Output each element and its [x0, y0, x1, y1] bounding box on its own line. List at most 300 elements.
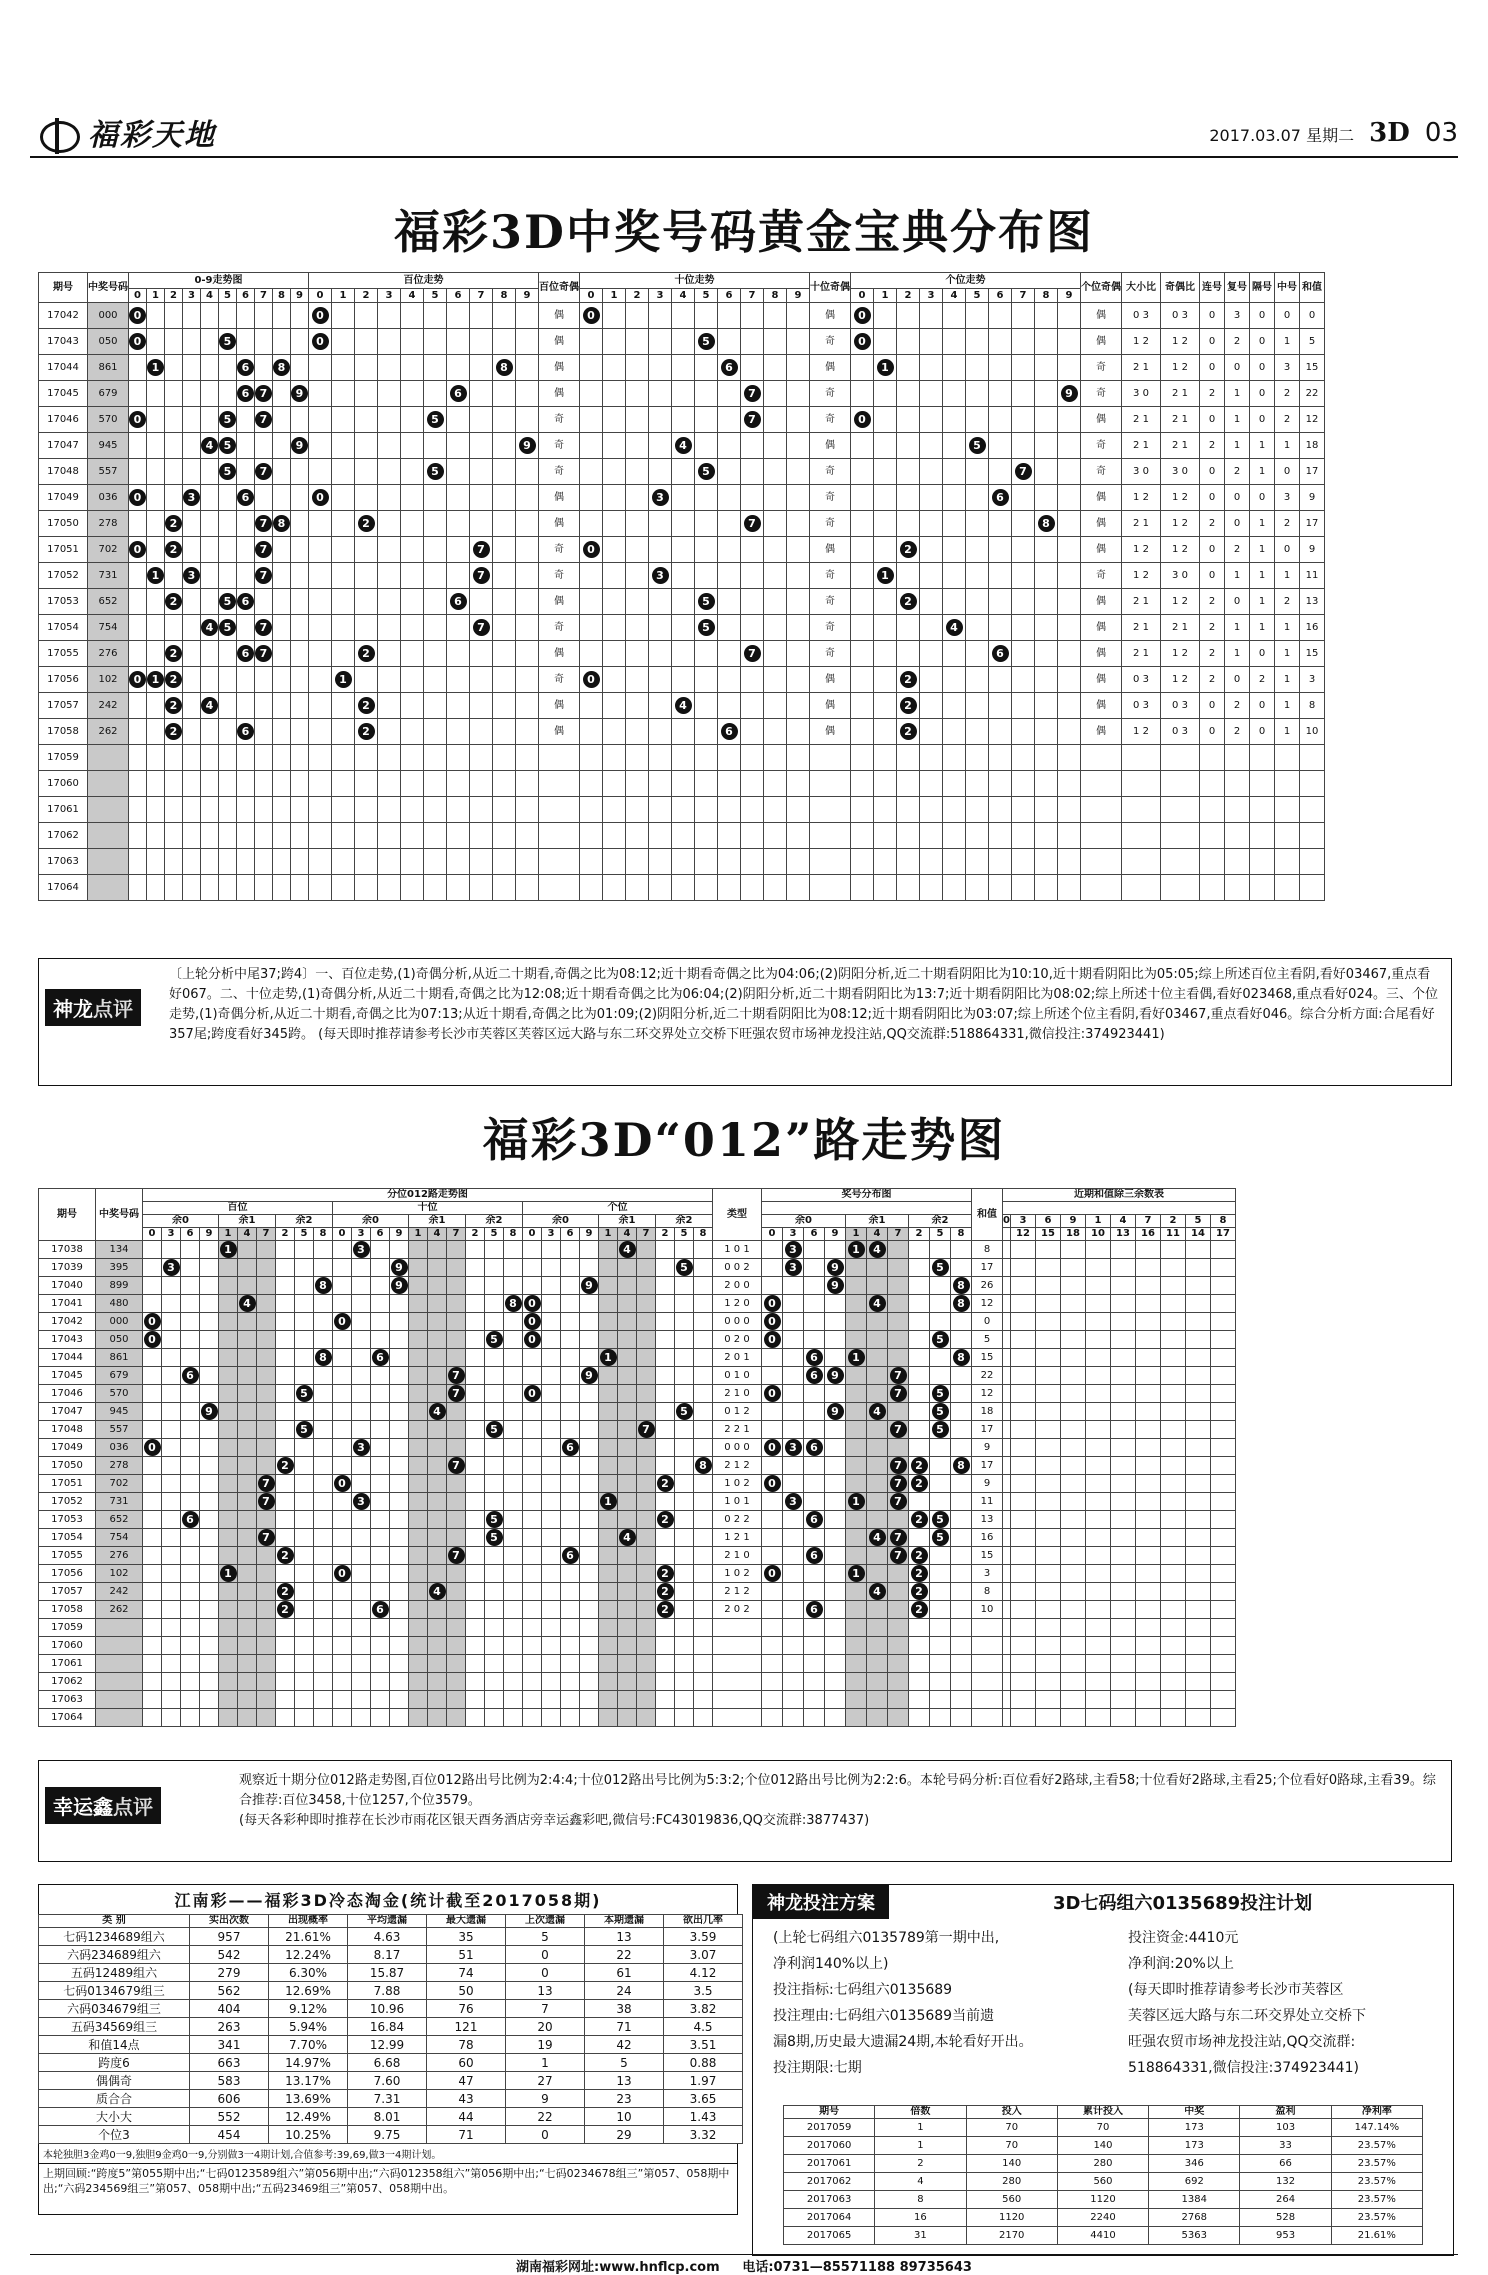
- road-cell: [276, 1349, 295, 1367]
- road-cell: [523, 1367, 542, 1385]
- trend-cell: [424, 459, 447, 485]
- recent-cell: [1085, 1475, 1110, 1493]
- dist-cell: [825, 1691, 846, 1709]
- road-cell: [542, 1475, 561, 1493]
- trend-cell: [401, 407, 424, 433]
- win-number-cell: 000: [88, 303, 129, 329]
- period-cell: 17062: [39, 1673, 96, 1691]
- plan-line: 投注资金:4410元: [1128, 1930, 1239, 1946]
- group-header: 余2: [466, 1215, 523, 1228]
- dist-cell: [867, 1547, 888, 1565]
- trend-cell: [493, 745, 516, 771]
- road-cell: [295, 1691, 314, 1709]
- digit-header: 6: [989, 289, 1012, 303]
- recent-cell: [1185, 1475, 1210, 1493]
- road-cell: [295, 1457, 314, 1475]
- number-ball: 8: [315, 1277, 332, 1294]
- road-cell: [694, 1313, 713, 1331]
- number-ball: 4: [869, 1241, 886, 1258]
- dist-cell: [825, 1259, 846, 1277]
- dist-cell: [183, 667, 201, 693]
- dist-cell: [183, 511, 201, 537]
- dist-cell: [291, 537, 309, 563]
- plan-header: 盈利: [1240, 2106, 1331, 2119]
- plan-cell: 280: [1057, 2155, 1148, 2173]
- recent-cell: [1185, 1673, 1210, 1691]
- trend-cell: [718, 537, 741, 563]
- table-row: [39, 1475, 1236, 1493]
- dist-cell: [825, 1655, 846, 1673]
- cold-cell: 47: [427, 2072, 506, 2090]
- dist-cell: [237, 615, 255, 641]
- road-cell: [143, 1619, 162, 1637]
- dist-cell: [147, 303, 165, 329]
- trend-cell: [447, 719, 470, 745]
- win-number-cell: [96, 1637, 143, 1655]
- trend-cell: [1012, 875, 1035, 901]
- trend-cell: [626, 355, 649, 381]
- trend-cell: [1012, 537, 1035, 563]
- road-cell: [181, 1673, 200, 1691]
- digit-header: 1: [147, 289, 165, 303]
- dist-cell: [825, 1349, 846, 1367]
- footer-rule: [30, 2254, 1458, 2255]
- road-cell: [561, 1637, 580, 1655]
- recent-cell: [1010, 1313, 1035, 1331]
- road-cell: [238, 1421, 257, 1439]
- recent-cell: [1185, 1313, 1210, 1331]
- stat-cell: 1 2: [1161, 329, 1200, 355]
- number-ball: 6: [372, 1349, 389, 1366]
- road-cell: [618, 1565, 637, 1583]
- dist-cell: [762, 1259, 783, 1277]
- recent-cell: [1060, 1439, 1085, 1457]
- trend-cell: [874, 797, 897, 823]
- win-number-cell: 278: [96, 1457, 143, 1475]
- trend-cell: [516, 433, 539, 459]
- road-cell: [352, 1709, 371, 1727]
- dist-cell: [219, 433, 237, 459]
- oe-cell: 偶: [810, 537, 851, 563]
- road-cell: [504, 1421, 523, 1439]
- digit-header: 7: [470, 289, 493, 303]
- dist-cell: [147, 537, 165, 563]
- recent-cell: [1035, 1421, 1060, 1439]
- road-cell: [219, 1565, 238, 1583]
- cold-cell: 341: [190, 2036, 269, 2054]
- road-cell: [219, 1313, 238, 1331]
- rec-head: [1003, 1228, 1011, 1241]
- road-cell: [181, 1583, 200, 1601]
- road-cell: [523, 1529, 542, 1547]
- trend-cell: [603, 485, 626, 511]
- road-cell: [447, 1403, 466, 1421]
- dist-cell: [909, 1475, 930, 1493]
- trend-cell: [672, 459, 695, 485]
- road-cell: [447, 1601, 466, 1619]
- dist-cell: [165, 329, 183, 355]
- road-cell: [219, 1277, 238, 1295]
- recent-cell: [1035, 1511, 1060, 1529]
- road-cell: [675, 1691, 694, 1709]
- dist-cell: [219, 459, 237, 485]
- trend-cell: [966, 667, 989, 693]
- road-cell: [656, 1565, 675, 1583]
- road-cell: [333, 1673, 352, 1691]
- dist-cell: [888, 1673, 909, 1691]
- trend-cell: [493, 719, 516, 745]
- cold-cell: 583: [190, 2072, 269, 2090]
- trend-cell: [695, 667, 718, 693]
- road-cell: [295, 1709, 314, 1727]
- number-ball: 0: [129, 489, 146, 506]
- trend-cell: [424, 771, 447, 797]
- dist-cell: [783, 1385, 804, 1403]
- dist-cell: [201, 563, 219, 589]
- digit-header: 1: [599, 1228, 618, 1241]
- road-cell: [409, 1331, 428, 1349]
- road-cell: [656, 1259, 675, 1277]
- road-cell: [314, 1403, 333, 1421]
- road-cell: [143, 1277, 162, 1295]
- cold-cell: 六码234689组六: [39, 1946, 190, 1964]
- trend-cell: [516, 797, 539, 823]
- trend-cell: [966, 797, 989, 823]
- road-cell: [257, 1547, 276, 1565]
- road-cell: [675, 1457, 694, 1475]
- number-ball: 5: [486, 1421, 503, 1438]
- road-cell: [542, 1367, 561, 1385]
- plan-header: 中奖: [1149, 2106, 1240, 2119]
- recent-cell: [1160, 1547, 1185, 1565]
- road-cell: [656, 1331, 675, 1349]
- oe-cell: 偶: [1081, 407, 1122, 433]
- dist-cell: [804, 1475, 825, 1493]
- number-ball: 7: [744, 515, 761, 532]
- dist-cell: [930, 1241, 951, 1259]
- road-cell: [276, 1583, 295, 1601]
- stat-cell: 2: [1275, 589, 1300, 615]
- road-cell: [314, 1259, 333, 1277]
- number-ball: 9: [291, 437, 308, 454]
- road-cell: [200, 1475, 219, 1493]
- road-cell: [371, 1709, 390, 1727]
- pos-header: 十位: [333, 1202, 523, 1215]
- trend-cell: [787, 745, 810, 771]
- xingyunxin-comment: [38, 1760, 1452, 1862]
- trend-cell: [851, 329, 874, 355]
- recent-cell: [1085, 1457, 1110, 1475]
- dist-cell: [867, 1349, 888, 1367]
- road-cell: [219, 1457, 238, 1475]
- table-row: [784, 2191, 1423, 2209]
- road-cell: [295, 1331, 314, 1349]
- stat-cell: 0: [1200, 693, 1225, 719]
- dist-cell: [762, 1421, 783, 1439]
- win-number-cell: 262: [88, 719, 129, 745]
- digit-header: 5: [295, 1228, 314, 1241]
- road-cell: [675, 1583, 694, 1601]
- oe-cell: 偶: [539, 641, 580, 667]
- dist-cell: [165, 745, 183, 771]
- number-ball: 6: [182, 1511, 199, 1528]
- road-cell: [143, 1475, 162, 1493]
- trend-cell: [943, 641, 966, 667]
- digit-header: 7: [637, 1228, 656, 1241]
- recent-cell: [1135, 1403, 1160, 1421]
- road-cell: [371, 1295, 390, 1313]
- trend-cell: [718, 745, 741, 771]
- trend-cell: [874, 485, 897, 511]
- stat-cell: 2 1: [1122, 615, 1161, 641]
- recent-cell: [1135, 1547, 1160, 1565]
- sum-cell: 13: [972, 1511, 1003, 1529]
- sum-cell: 17: [972, 1259, 1003, 1277]
- dist-cell: [219, 615, 237, 641]
- trend-cell: [493, 537, 516, 563]
- dist-cell: [255, 459, 273, 485]
- road-cell: [257, 1331, 276, 1349]
- road-cell: [409, 1547, 428, 1565]
- trend-cell: [718, 667, 741, 693]
- stat-cell: 2: [1200, 511, 1225, 537]
- road-cell: [523, 1709, 542, 1727]
- digit-header: 5: [966, 289, 989, 303]
- trend-cell: [1058, 615, 1081, 641]
- recent-cell: [1210, 1655, 1235, 1673]
- trend-cell: [741, 303, 764, 329]
- number-ball: 6: [562, 1439, 579, 1456]
- win-number-cell: 652: [96, 1511, 143, 1529]
- plan-cell: 132: [1240, 2173, 1331, 2191]
- trend-cell: [672, 563, 695, 589]
- stat-cell: 11: [1300, 563, 1325, 589]
- road-cell: [162, 1655, 181, 1673]
- trend-cell: [920, 589, 943, 615]
- rec-head: 9: [1060, 1215, 1085, 1228]
- road-cell: [599, 1493, 618, 1511]
- trend-cell: [493, 381, 516, 407]
- recent-cell: [1010, 1547, 1035, 1565]
- rec-head: 15: [1035, 1228, 1060, 1241]
- road-cell: [390, 1367, 409, 1385]
- recent-cell: [1085, 1313, 1110, 1331]
- number-ball: 0: [583, 307, 600, 324]
- win-number-cell: [96, 1709, 143, 1727]
- road-cell: [428, 1619, 447, 1637]
- dist-cell: [909, 1403, 930, 1421]
- dist-cell: [237, 407, 255, 433]
- recent-cell: [1003, 1403, 1011, 1421]
- road-cell: [466, 1529, 485, 1547]
- digit-header: 0: [762, 1228, 783, 1241]
- road-cell: [428, 1295, 447, 1313]
- road-cell: [314, 1349, 333, 1367]
- road-cell: [523, 1403, 542, 1421]
- oe-cell: 奇: [539, 459, 580, 485]
- trend-cell: [332, 459, 355, 485]
- number-ball: 2: [358, 645, 375, 662]
- oe-cell: [539, 797, 580, 823]
- dist-cell: [291, 433, 309, 459]
- number-ball: 2: [900, 593, 917, 610]
- road-cell: [485, 1313, 504, 1331]
- dist-cell: [888, 1583, 909, 1601]
- stat-cell: 2: [1200, 667, 1225, 693]
- trend-cell: [626, 823, 649, 849]
- recent-cell: [1210, 1565, 1235, 1583]
- number-ball: 9: [291, 385, 308, 402]
- period-cell: 17056: [39, 667, 88, 693]
- dist-cell: [930, 1475, 951, 1493]
- road-cell: [314, 1331, 333, 1349]
- digit-header: 3: [542, 1228, 561, 1241]
- road-cell: [276, 1259, 295, 1277]
- dist-cell: [846, 1637, 867, 1655]
- trend-cell: [764, 563, 787, 589]
- period-cell: 17040: [39, 1277, 96, 1295]
- dist-cell: [255, 745, 273, 771]
- recent-cell: [1003, 1673, 1011, 1691]
- stat-cell: 17: [1300, 511, 1325, 537]
- road-cell: [162, 1349, 181, 1367]
- road-cell: [656, 1691, 675, 1709]
- road-cell: [390, 1655, 409, 1673]
- cold-cell: 10.96: [348, 2000, 427, 2018]
- dist-cell: [129, 511, 147, 537]
- number-ball: 7: [448, 1457, 465, 1474]
- table-row: [39, 1313, 1236, 1331]
- stat-cell: 10: [1300, 719, 1325, 745]
- recent-cell: [1185, 1583, 1210, 1601]
- dist-cell: [165, 875, 183, 901]
- road-cell: [352, 1241, 371, 1259]
- number-ball: 3: [785, 1241, 802, 1258]
- trend-cell: [874, 719, 897, 745]
- trend-cell: [1058, 823, 1081, 849]
- trend-cell: [309, 641, 332, 667]
- stat-cell: [1161, 875, 1200, 901]
- road-cell: [314, 1619, 333, 1637]
- road-cell: [257, 1673, 276, 1691]
- recent-cell: [1110, 1691, 1135, 1709]
- trend-cell: [309, 823, 332, 849]
- number-ball: 2: [900, 723, 917, 740]
- oe-cell: 奇: [810, 511, 851, 537]
- trend-cell: [989, 875, 1012, 901]
- trend-cell: [1035, 407, 1058, 433]
- trend-cell: [695, 771, 718, 797]
- number-ball: 8: [505, 1295, 522, 1312]
- recent-cell: [1035, 1241, 1060, 1259]
- dist-cell: [846, 1619, 867, 1637]
- number-ball: 4: [946, 619, 963, 636]
- recent-cell: [1210, 1421, 1235, 1439]
- trend-cell: [378, 511, 401, 537]
- dist-cell: [951, 1349, 972, 1367]
- trend-cell: [989, 667, 1012, 693]
- road-cell: [656, 1295, 675, 1313]
- trend-cell: [787, 485, 810, 511]
- road-cell: [504, 1439, 523, 1457]
- dist-cell: [825, 1295, 846, 1313]
- trend-cell: [897, 355, 920, 381]
- dist-cell: [951, 1331, 972, 1349]
- trend-cell: [1035, 303, 1058, 329]
- trend-cell: [943, 771, 966, 797]
- road-cell: [257, 1313, 276, 1331]
- oe-cell: 奇: [810, 563, 851, 589]
- road-cell: [523, 1439, 542, 1457]
- trend-cell: [626, 875, 649, 901]
- trend-cell: [355, 537, 378, 563]
- road-cell: [162, 1637, 181, 1655]
- trend-cell: [1035, 459, 1058, 485]
- cold-cell: 43: [427, 2090, 506, 2108]
- recent-cell: [1110, 1277, 1135, 1295]
- road-cell: [466, 1385, 485, 1403]
- road-cell: [352, 1439, 371, 1457]
- cold-cell: 5.94%: [269, 2018, 348, 2036]
- road-cell: [447, 1493, 466, 1511]
- dist-cell: [129, 771, 147, 797]
- trend-cell: [966, 589, 989, 615]
- dist-cell: [888, 1295, 909, 1313]
- trend-cell: [603, 511, 626, 537]
- cold-cell: 7.88: [348, 1982, 427, 2000]
- road-cell: [466, 1439, 485, 1457]
- road-cell: [447, 1583, 466, 1601]
- road-cell: [637, 1421, 656, 1439]
- recent-cell: [1210, 1439, 1235, 1457]
- road-cell: [295, 1565, 314, 1583]
- trend-cell: [851, 771, 874, 797]
- recent-cell: [1160, 1295, 1185, 1313]
- trend-cell: [355, 823, 378, 849]
- trend-cell: [943, 407, 966, 433]
- table-row: [39, 329, 1325, 355]
- col-ge: 个位走势: [851, 273, 1081, 289]
- road-cell: [599, 1457, 618, 1475]
- trend-cell: [851, 823, 874, 849]
- recent-cell: [1085, 1295, 1110, 1313]
- table-row: [39, 589, 1325, 615]
- table-row: [39, 1295, 1236, 1313]
- plan-cell: 280: [966, 2173, 1057, 2191]
- road-cell: [162, 1619, 181, 1637]
- dist-cell: [237, 381, 255, 407]
- dist-cell: [165, 355, 183, 381]
- dist-cell: [804, 1331, 825, 1349]
- road-cell: [656, 1313, 675, 1331]
- table-row: [39, 1565, 1236, 1583]
- road-cell: [295, 1637, 314, 1655]
- number-ball: 9: [581, 1277, 598, 1294]
- recent-cell: [1035, 1601, 1060, 1619]
- digit-header: 3: [378, 289, 401, 303]
- road-cell: [200, 1529, 219, 1547]
- road-cell: [390, 1583, 409, 1601]
- road-cell: [561, 1709, 580, 1727]
- trend-cell: [1058, 641, 1081, 667]
- trend-cell: [626, 797, 649, 823]
- stat-cell: 0: [1225, 355, 1250, 381]
- road-cell: [599, 1241, 618, 1259]
- dist-cell: [930, 1601, 951, 1619]
- road-cell: [390, 1457, 409, 1475]
- number-ball: 2: [911, 1583, 928, 1600]
- dist-cell: [930, 1313, 951, 1331]
